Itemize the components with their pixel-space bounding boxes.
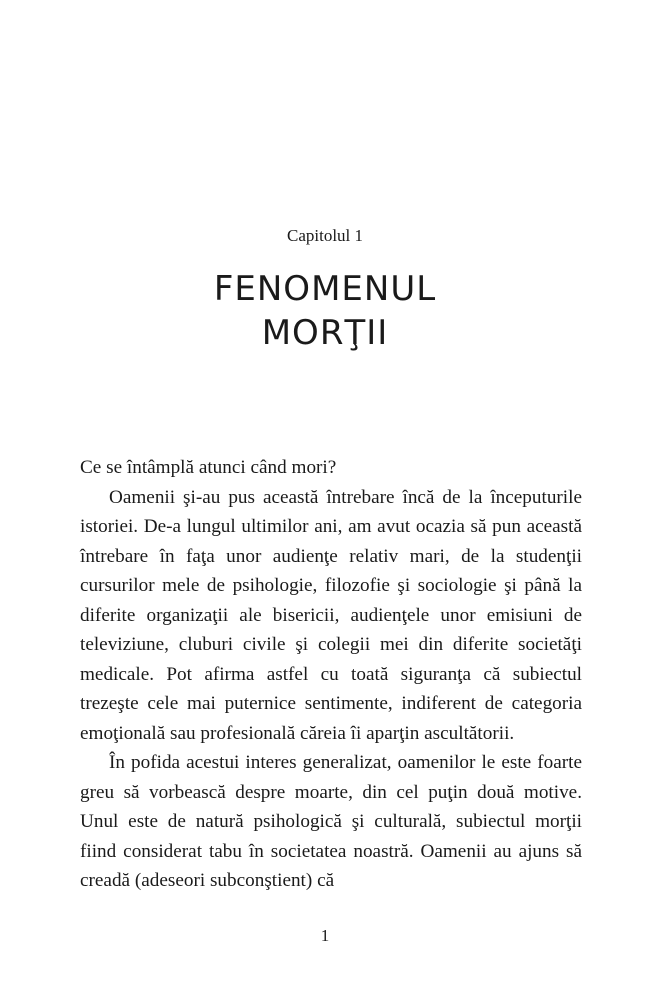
chapter-title-line-2: MORŢII [261,313,389,353]
page-number: 1 [320,926,330,945]
paragraph: În pofida acestui interes generalizat, oamenilor le este foarte greu să vorbească despre moarte, din cel puţin două motive. Unul este de natură psihologică şi culturală, subiectul morţii fiind considerat tabu în societatea noastră. Oamenii au ajuns să creadă (adeseori subconştient) că [80,752,582,891]
paragraph: Oamenii şi-au pus această întrebare încă de la începuturile istoriei. De-a lungul ultimilor ani, am avut ocazia să pun această întrebare în faţa unor audienţe relativ mari, de la studenţii cursurilor mele de psihologie, filozofie şi sociologie şi până la diferite organizaţii ale bisericii, audienţele unor emisiuni de televiziune, cluburi civile şi colegii mei din diferite societăţi medicale. Pot afirma astfel cu toată siguranţa că subiectul trezeşte cele mai puternice sentimente, indiferent de categoria emoţională sau profesională căreia îi aparţin ascultătorii. [80,486,582,744]
body-text [80,453,582,896]
chapter-number: Capitolul 1 [286,226,364,245]
chapter-title [0,267,650,355]
opening-question: Ce se întâmplă atunci când mori? [80,457,337,478]
chapter-title-line-1: FENOMENUL [213,269,437,309]
